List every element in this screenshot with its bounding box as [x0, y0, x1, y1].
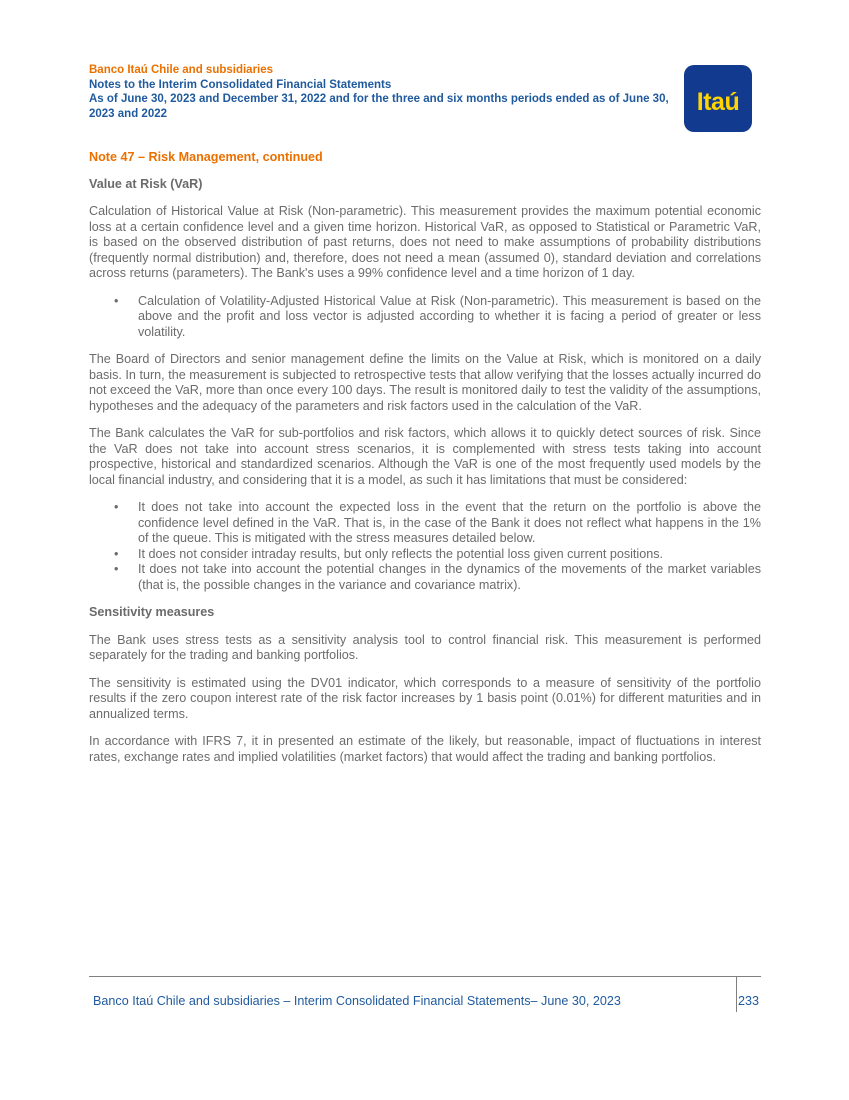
- limitation-item: • It does not consider intraday results, but only reflects the potential loss given current positions.: [138, 547, 761, 563]
- var-paragraph-3: The Bank calculates the VaR for sub-portfolios and risk factors, which allows it to quickly detect sources of risk. Since the VaR does not take into account stress scenarios, it is complemented with stress tests taking into account prospective, historical and standardized scenarios. Although the VaR is one of the most frequently used models by the local financial industry, and considering that it is a model, as such it has limitations that must be considered:: [89, 426, 761, 487]
- page-number: 233: [738, 994, 760, 1008]
- header-title: Notes to the Interim Consolidated Financial Statements: [89, 78, 392, 91]
- var-section-title: Value at Risk (VaR): [89, 176, 203, 191]
- itau-logo: [684, 65, 752, 132]
- logo-text: Itaú: [696, 88, 740, 116]
- sensitivity-section-title: Sensitivity measures: [89, 605, 215, 619]
- footer-text: Banco Itaú Chile and subsidiaries – Interim Consolidated Financial Statements– June 30, 2023: [93, 994, 621, 1008]
- var-bullet-list: [89, 294, 761, 341]
- sensitivity-paragraph-2: The sensitivity is estimated using the DV01 indicator, which corresponds to a measure of sensitivity of the portfolio results if the zero coupon interest rate of the risk factor increases by 1 basis point (0.01%) for different maturities and in annualized terms.: [89, 675, 761, 721]
- header-company: Banco Itaú Chile and subsidiaries: [89, 64, 274, 76]
- footer-rule: [89, 976, 761, 977]
- var-paragraph-1: Calculation of Historical Value at Risk (Non-parametric). This measurement provides the maximum potential economic loss at a certain confidence level and a given time horizon. Historical VaR, as opposed to Statistical or Parametric VaR, is based on the observed distribution of past returns, does not need to make assumptions of probability distributions (frequently normal distribution) and, therefore, does not need a mean (assumed 0), standard deviation and correlations across returns (parameters). The Bank's uses a 99% confidence level and a time horizon of 1 day.: [89, 204, 761, 280]
- sensitivity-paragraph-1: The Bank uses stress tests as a sensitivity analysis tool to control financial risk. This measurement is performed separately for the trading and banking portfolios.: [89, 632, 761, 662]
- header-period: As of June 30, 2023 and December 31, 2022 and for the three and six months periods ended as of June 30, 2023 and 2022: [89, 93, 669, 120]
- sensitivity-paragraph-3: In accordance with IFRS 7, it in presented an estimate of the likely, but reasonable, impact of fluctuations in interest rates, exchange rates and implied volatilities (market factors) that would affect the trading and banking portfolios.: [89, 734, 761, 764]
- footer-divider: [736, 976, 737, 1012]
- limitations-list: [89, 500, 761, 593]
- var-paragraph-2: The Board of Directors and senior management define the limits on the Value at Risk, which is monitored on a daily basis. In turn, the measurement is subjected to retrospective tests that allow verifying that the losses actually incurred do not exceed the VaR, more than once every 100 days. The result is monitored daily to test the validity of the assumptions, hypotheses and the adequacy of the parameters and risk factors used in the calculation of the VaR.: [89, 352, 761, 413]
- document-header: [89, 63, 679, 121]
- page-content: [89, 150, 761, 777]
- limitation-item: • It does not take into account the expected loss in the event that the return on the portfolio is above the confidence level defined in the VaR. That is, in the case of the Bank it does not reflect what happens in the 1% of the queue. This is mitigated with the stress measures detailed below.: [138, 500, 761, 547]
- var-bullet-item: • Calculation of Volatility-Adjusted Historical Value at Risk (Non-parametric). This measurement is based on the above and the profit and loss vector is adjusted according to whether it is facing a period of greater or less volatility.: [138, 294, 761, 341]
- limitation-item: • It does not take into account the potential changes in the dynamics of the movements of the market variables (that is, the possible changes in the variance and covariance matrix).: [138, 562, 761, 593]
- note-title: Note 47 – Risk Management, continued: [89, 150, 323, 164]
